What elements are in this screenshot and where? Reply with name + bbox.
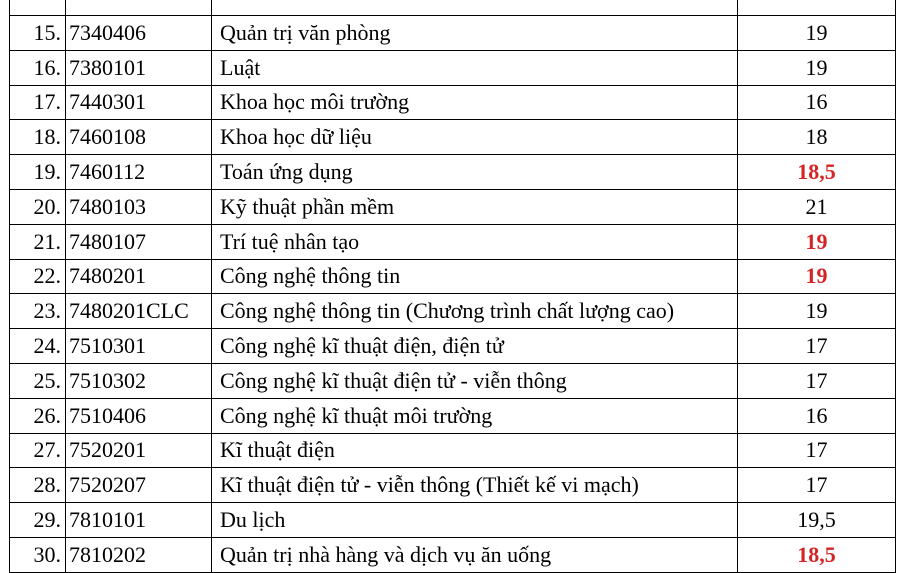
- cell-major-name: Khoa học dữ liệu: [212, 120, 738, 155]
- cell-major-name: Toán ứng dụng: [212, 155, 738, 190]
- cell-major-name: Kĩ thuật điện tử - viễn thông (Thiết kế vi mạch): [212, 468, 738, 503]
- cell-score: 17: [738, 468, 896, 503]
- table-row: [10, 363, 896, 398]
- cell-major-name: Trí tuệ nhân tạo: [212, 224, 738, 259]
- cell-major-code: 7460112: [66, 155, 212, 190]
- cell-stt: 27.: [10, 433, 66, 468]
- cell-major-code: 7480103: [66, 189, 212, 224]
- cell-score: [738, 0, 896, 16]
- cell-score: 17: [738, 363, 896, 398]
- cell-score: 19: [738, 16, 896, 51]
- table-row: [10, 503, 896, 538]
- admission-scores-table: [9, 0, 896, 573]
- cell-major-name: Công nghệ kĩ thuật điện tử - viễn thông: [212, 363, 738, 398]
- cell-score: 19,5: [738, 503, 896, 538]
- cell-stt: 28.: [10, 468, 66, 503]
- cell-major-name: Công nghệ thông tin (Chương trình chất lượng cao): [212, 294, 738, 329]
- table-row: [10, 398, 896, 433]
- table-row: [10, 85, 896, 120]
- cell-score: 16: [738, 85, 896, 120]
- cell-stt: 26.: [10, 398, 66, 433]
- cell-score: 21: [738, 189, 896, 224]
- cell-stt: 30.: [10, 537, 66, 572]
- cell-major-code: 7810202: [66, 537, 212, 572]
- cell-major-code: [66, 0, 212, 16]
- table-body: [10, 0, 896, 572]
- cell-stt: 18.: [10, 120, 66, 155]
- cell-major-code: 7510301: [66, 329, 212, 364]
- cell-major-code: 7380101: [66, 50, 212, 85]
- table-row: [10, 259, 896, 294]
- cell-score: 18,5: [738, 537, 896, 572]
- cell-major-name: [212, 0, 738, 16]
- cell-major-code: 7440301: [66, 85, 212, 120]
- cell-major-code: 7510302: [66, 363, 212, 398]
- table-row: [10, 294, 896, 329]
- cell-major-name: Công nghệ kĩ thuật điện, điện tử: [212, 329, 738, 364]
- cell-major-code: 7460108: [66, 120, 212, 155]
- table-row: [10, 155, 896, 190]
- cell-score: 19: [738, 224, 896, 259]
- cell-stt: 25.: [10, 363, 66, 398]
- table-row: [10, 433, 896, 468]
- cell-major-name: Quản trị nhà hàng và dịch vụ ăn uống: [212, 537, 738, 572]
- cell-stt: [10, 0, 66, 16]
- cell-stt: 21.: [10, 224, 66, 259]
- table-row-partial: [10, 0, 896, 16]
- cell-major-code: 7810101: [66, 503, 212, 538]
- cell-major-name: Luật: [212, 50, 738, 85]
- table-row: [10, 468, 896, 503]
- cell-major-code: 7510406: [66, 398, 212, 433]
- cell-major-name: Công nghệ kĩ thuật môi trường: [212, 398, 738, 433]
- cell-major-code: 7480201: [66, 259, 212, 294]
- table-row: [10, 50, 896, 85]
- cell-score: 17: [738, 329, 896, 364]
- cell-major-code: 7520201: [66, 433, 212, 468]
- cell-major-name: Công nghệ thông tin: [212, 259, 738, 294]
- cell-stt: 19.: [10, 155, 66, 190]
- cell-major-code: 7340406: [66, 16, 212, 51]
- cell-major-code: 7520207: [66, 468, 212, 503]
- cell-stt: 24.: [10, 329, 66, 364]
- cell-score: 16: [738, 398, 896, 433]
- cell-major-code: 7480107: [66, 224, 212, 259]
- cell-stt: 20.: [10, 189, 66, 224]
- cell-stt: 16.: [10, 50, 66, 85]
- cell-score: 19: [738, 259, 896, 294]
- cell-major-name: Kỹ thuật phần mềm: [212, 189, 738, 224]
- cell-major-name: Kĩ thuật điện: [212, 433, 738, 468]
- table-row: [10, 189, 896, 224]
- cell-stt: 22.: [10, 259, 66, 294]
- cell-stt: 15.: [10, 16, 66, 51]
- table-row: [10, 224, 896, 259]
- table-row: [10, 16, 896, 51]
- table-row: [10, 537, 896, 572]
- cell-stt: 29.: [10, 503, 66, 538]
- cell-major-name: Khoa học môi trường: [212, 85, 738, 120]
- cell-score: 18: [738, 120, 896, 155]
- cell-major-name: Du lịch: [212, 503, 738, 538]
- cell-score: 17: [738, 433, 896, 468]
- table-row: [10, 120, 896, 155]
- cell-score: 19: [738, 50, 896, 85]
- cell-stt: 23.: [10, 294, 66, 329]
- cell-stt: 17.: [10, 85, 66, 120]
- cell-major-name: Quản trị văn phòng: [212, 16, 738, 51]
- table-row: [10, 329, 896, 364]
- cell-score: 18,5: [738, 155, 896, 190]
- cell-score: 19: [738, 294, 896, 329]
- cell-major-code: 7480201CLC: [66, 294, 212, 329]
